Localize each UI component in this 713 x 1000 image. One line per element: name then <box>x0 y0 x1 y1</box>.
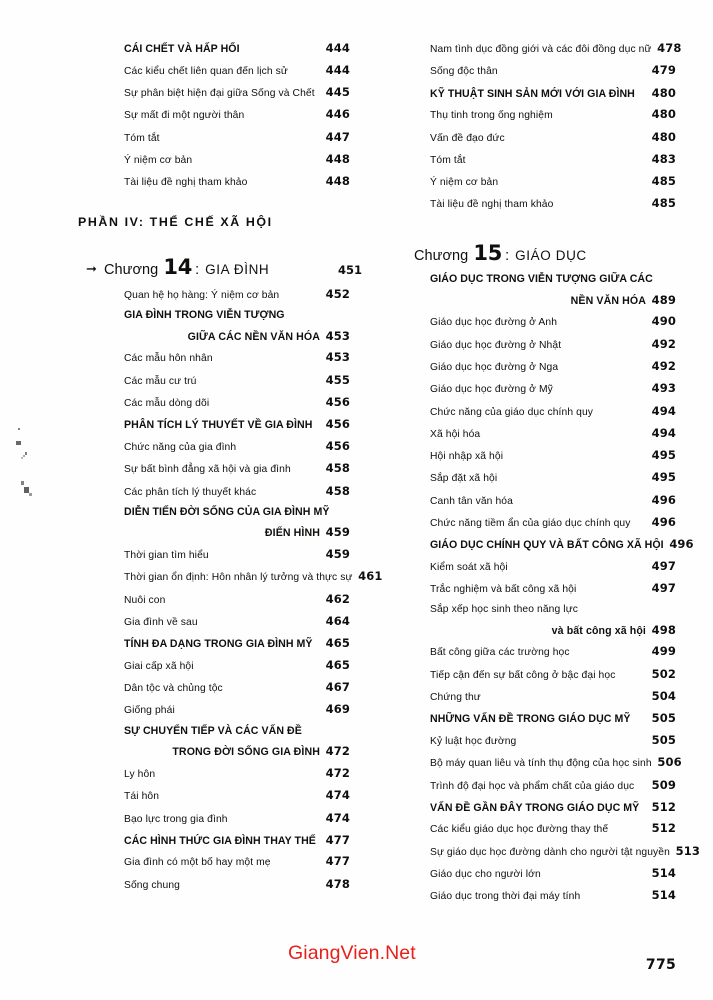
toc-entry[interactable] <box>404 382 676 396</box>
toc-entry-title: Tài liệu đề nghị tham khảo <box>124 177 248 189</box>
toc-entry-title: và bất công xã hội <box>551 624 646 637</box>
toc-entry-title: Giáo dục học đường ở Anh <box>430 317 558 329</box>
toc-entry-page-number: 458 <box>325 461 350 476</box>
chapter-name: GIÁO DỤC <box>515 248 587 264</box>
toc-entry-title: Canh tân văn hóa <box>430 495 513 507</box>
toc-entry-page-number: 490 <box>651 314 676 329</box>
toc-entry-title: Tóm tắt <box>124 132 160 144</box>
toc-entry-page-number: 456 <box>325 395 350 409</box>
toc-entry-page-number: 480 <box>651 129 676 144</box>
toc-entry-page-number: 453 <box>325 350 350 365</box>
toc-column-right <box>404 41 700 912</box>
toc-entry[interactable] <box>74 175 350 189</box>
toc-entry-title: Bất công giữa các trường học <box>430 647 570 659</box>
toc-entry-title: Trắc nghiệm và bất công xã hội <box>430 584 577 596</box>
scan-speckle <box>25 452 27 455</box>
toc-entry-title: CÁC HÌNH THỨC GIA ĐÌNH THAY THẾ <box>124 834 316 847</box>
toc-entry[interactable] <box>404 668 676 682</box>
toc-entry[interactable] <box>74 681 350 695</box>
toc-entry-page-number: 479 <box>651 63 676 78</box>
toc-group-continued-chapter <box>74 42 350 189</box>
toc-entry-title: Bộ máy quan liêu và tính thụ động của học sinh <box>430 758 652 770</box>
toc-entry-title: Tài liệu đề nghị tham khảo <box>430 199 554 211</box>
toc-entry-page-number: 502 <box>651 666 676 681</box>
toc-entry-title: Sự phân biệt hiện đại giữa Sống và Chết <box>124 87 315 99</box>
toc-entry-page-number: 499 <box>651 644 676 659</box>
scan-speckle <box>29 493 32 496</box>
toc-entry-title: DIỄN TIẾN ĐỜI SỐNG CỦA GIA ĐÌNH MỸ <box>124 505 330 518</box>
toc-entry[interactable] <box>74 440 350 454</box>
toc-entry-title: GIA ĐÌNH TRONG VIỄN TƯỢNG <box>124 309 285 322</box>
toc-entry-page-number: 492 <box>651 336 676 351</box>
toc-entry-page-number: 477 <box>325 832 350 847</box>
toc-entry-title: Giáo dục học đường ở Mỹ <box>430 384 553 396</box>
toc-entry-title: Giáo dục trong thời đại máy tính <box>430 891 581 903</box>
toc-entry[interactable] <box>404 889 676 903</box>
toc-entry-page-number: 497 <box>651 558 676 573</box>
toc-entry-title: Sống độc thân <box>430 66 498 78</box>
toc-entry-page-number: 474 <box>325 788 350 803</box>
toc-entry-page-number: 444 <box>325 41 350 55</box>
toc-entry[interactable] <box>404 405 676 419</box>
toc-entry[interactable] <box>404 197 676 211</box>
toc-entry[interactable] <box>74 131 350 145</box>
toc-entry-title: Ý niệm cơ bản <box>124 154 193 166</box>
toc-entry-title: Thời gian tìm hiểu <box>124 550 209 562</box>
toc-entry[interactable] <box>74 548 350 562</box>
toc-group-continued-chapter-14 <box>404 41 682 211</box>
toc-entry[interactable] <box>404 108 676 122</box>
toc-entry-title: NỀN VĂN HÓA <box>570 294 646 307</box>
toc-entry-page-number: 480 <box>651 107 676 122</box>
toc-entry-title: TÍNH ĐA DẠNG TRONG GIA ĐÌNH MỸ <box>124 638 313 651</box>
toc-entry-title: Ly hôn <box>124 768 156 780</box>
toc-entry[interactable] <box>404 624 676 637</box>
toc-entry-title: Gia đình về sau <box>124 616 198 628</box>
toc-entry-title: Chức năng tiềm ẩn của giáo dục chính quy <box>430 518 631 530</box>
toc-entry[interactable] <box>404 274 676 285</box>
toc-entry[interactable] <box>74 703 350 717</box>
toc-entry[interactable] <box>404 449 676 463</box>
toc-entry-title: Giống phái <box>124 705 175 717</box>
toc-entry-title: Các kiểu giáo dục học đường thay thế <box>430 824 609 836</box>
arrow-marker-icon: ➞ <box>86 260 97 276</box>
toc-entry-title: NHỮNG VẤN ĐỀ TRONG GIÁO DỤC MỸ <box>430 713 631 726</box>
toc-entry-title: Giai cấp xã hội <box>124 660 194 672</box>
toc-entry-title: Hội nhập xã hội <box>430 451 504 463</box>
toc-entry[interactable] <box>74 593 350 607</box>
toc-entry-title: Bạo lực trong gia đình <box>124 813 228 825</box>
toc-entry[interactable] <box>74 659 350 673</box>
toc-entry-page-number: 480 <box>651 85 676 100</box>
toc-entry-title: GIỮA CÁC NỀN VĂN HÓA <box>187 330 320 343</box>
toc-entry-page-number: 494 <box>651 403 676 418</box>
toc-entry-title: Giáo dục học đường ở Nga <box>430 362 559 373</box>
toc-entry-title: Thụ tinh trong ống nghiệm <box>430 110 553 122</box>
toc-entry[interactable] <box>74 878 350 892</box>
toc-entry-page-number: 458 <box>325 483 350 498</box>
scan-speckle <box>21 457 23 459</box>
scan-speckle <box>21 481 24 485</box>
toc-entry-page-number: 477 <box>325 854 350 869</box>
toc-entry[interactable] <box>404 471 676 485</box>
toc-entry-title: Chứng thư <box>430 692 481 704</box>
toc-group-chapter-14 <box>74 286 383 892</box>
toc-entry-page-number: 504 <box>651 689 676 704</box>
toc-entry-title: Các mẫu hôn nhân <box>124 353 213 365</box>
toc-entry-page-number: 478 <box>657 41 682 55</box>
toc-entry[interactable] <box>404 360 676 374</box>
toc-entry-page-number: 452 <box>325 286 350 301</box>
toc-entry-title: Ý niệm cơ bản <box>430 177 499 189</box>
toc-entry[interactable] <box>404 338 676 352</box>
toc-entry-title: ĐIỂN HÌNH <box>264 527 320 540</box>
toc-entry[interactable] <box>404 645 676 659</box>
site-watermark: GiangVien.Net <box>288 942 416 964</box>
toc-entry-page-number: 514 <box>651 888 676 903</box>
toc-entry-page-number: 456 <box>325 417 350 432</box>
toc-entry-page-number: 464 <box>325 613 350 628</box>
toc-entry-title: Xã hội hóa <box>430 428 481 440</box>
toc-entry[interactable] <box>404 537 694 552</box>
toc-entry[interactable] <box>74 288 350 302</box>
toc-entry-page-number: 514 <box>651 866 676 881</box>
toc-entry[interactable] <box>74 330 350 343</box>
toc-entry[interactable] <box>74 834 350 847</box>
toc-entry[interactable] <box>74 767 350 781</box>
toc-entry[interactable] <box>404 427 676 441</box>
chapter-entry-14[interactable] <box>74 255 362 279</box>
toc-entry-title: Chức năng của gia đình <box>124 441 237 453</box>
chapter-14-title <box>86 255 332 279</box>
toc-entry[interactable] <box>404 801 676 814</box>
part-heading: PHẦN IV: THỂ CHẾ XÃ HỘI <box>78 214 273 229</box>
toc-entry-title: Vấn đề đạo đức <box>430 132 505 144</box>
toc-entry[interactable] <box>74 637 350 650</box>
toc-entry-page-number: 456 <box>325 438 350 453</box>
toc-entry[interactable] <box>404 315 676 329</box>
toc-entry-title: TRONG ĐỜI SỐNG GIA ĐÌNH <box>172 746 320 759</box>
toc-entry-page-number: 512 <box>651 821 676 836</box>
scan-speckle <box>23 455 25 457</box>
toc-entry[interactable] <box>404 755 682 770</box>
toc-group-chapter-15 <box>404 273 700 903</box>
chapter-word: Chương <box>104 261 159 278</box>
toc-entry[interactable] <box>404 175 676 189</box>
toc-entry-page-number: 459 <box>325 547 350 562</box>
chapter-word: Chương <box>414 248 469 265</box>
toc-entry-page-number: 495 <box>651 470 676 485</box>
toc-entry[interactable] <box>74 64 350 78</box>
chapter-name: GIA ĐÌNH <box>205 261 270 277</box>
toc-entry-page-number: 444 <box>325 62 350 77</box>
toc-entry-title: GIÁO DỤC TRONG VIỄN TƯỢNG GIỮA CÁC <box>430 273 653 286</box>
toc-entry-page-number: 506 <box>657 755 682 770</box>
toc-entry[interactable] <box>404 41 682 56</box>
toc-entry[interactable] <box>74 310 350 321</box>
toc-entry-page-number: 496 <box>651 515 676 530</box>
toc-entry-page-number: 483 <box>651 151 676 166</box>
toc-entry[interactable] <box>74 507 350 518</box>
chapter-colon: : <box>195 261 200 278</box>
toc-entry[interactable] <box>74 153 350 167</box>
toc-entry-page-number: 485 <box>651 174 676 189</box>
toc-entry-title: VẤN ĐỀ GẦN ĐÂY TRONG GIÁO DỤC MỸ <box>430 801 640 814</box>
toc-entry[interactable] <box>74 526 350 539</box>
toc-entry[interactable] <box>74 745 350 758</box>
toc-entry-title: SỰ CHUYỂN TIẾP VÀ CÁC VẤN ĐỀ <box>124 724 302 737</box>
toc-entry-title: Quan hệ họ hàng: Ý niệm cơ bản <box>124 289 280 301</box>
page-folio-number: 775 <box>645 957 676 973</box>
toc-entry[interactable] <box>404 779 676 793</box>
toc-entry-page-number: 447 <box>325 129 350 144</box>
toc-entry-title: Các mẫu cư trú <box>124 375 197 387</box>
toc-entry-title: Các phân tích lý thuyết khác <box>124 486 257 498</box>
toc-entry[interactable] <box>74 108 350 122</box>
toc-entry-title: Các kiểu chết liên quan đến lịch sử <box>124 65 288 77</box>
toc-entry[interactable] <box>74 86 350 100</box>
toc-entry-title: Các mẫu dòng dõi <box>124 398 210 409</box>
toc-entry-title: CÁI CHẾT VÀ HẤP HỐI <box>124 43 240 55</box>
toc-entry[interactable] <box>404 87 676 100</box>
toc-entry-page-number: 496 <box>669 537 694 552</box>
toc-entry-title: Gia đình có một bố hay một mẹ <box>124 857 271 869</box>
toc-entry[interactable] <box>404 822 676 836</box>
toc-column-left <box>74 41 383 900</box>
toc-entry-title: Sắp xếp học sinh theo năng lực <box>430 603 578 615</box>
toc-entry[interactable] <box>74 462 350 476</box>
toc-entry-page-number: 496 <box>651 492 676 507</box>
toc-entry[interactable] <box>74 789 350 803</box>
toc-entry-page-number: 448 <box>325 151 350 166</box>
toc-entry[interactable] <box>74 418 350 431</box>
toc-entry-title: Nam tình dục đồng giới và các đôi đồng dục nữ <box>430 44 652 55</box>
toc-entry-page-number: 509 <box>651 777 676 792</box>
chapter-page-number: 451 <box>337 262 362 277</box>
toc-entry-page-number: 465 <box>325 657 350 672</box>
toc-entry[interactable] <box>74 374 350 388</box>
toc-entry-title: Thời gian ổn định: Hôn nhân lý tưởng và thực sự <box>124 572 353 584</box>
scan-speckle <box>16 441 21 445</box>
toc-entry[interactable] <box>74 726 350 737</box>
toc-entry-title: GIÁO DỤC CHÍNH QUY VÀ BẤT CÔNG XÃ HỘI <box>430 539 664 552</box>
toc-entry-title: Sự giáo dục học đường dành cho người tật nguyền <box>430 846 670 858</box>
toc-entry-title: Kỷ luật học đường <box>430 735 517 747</box>
scan-speckle <box>18 428 20 430</box>
toc-entry[interactable] <box>404 712 676 725</box>
toc-entry-page-number: 472 <box>325 744 350 759</box>
toc-entry-title: Sắp đặt xã hội <box>430 473 498 485</box>
toc-entry-page-number: 462 <box>325 591 350 606</box>
toc-entry-title: Nuôi con <box>124 594 166 606</box>
toc-entry[interactable] <box>404 690 676 704</box>
toc-entry-title: Dân tộc và chủng tộc <box>124 683 223 695</box>
toc-entry-page-number: 461 <box>358 569 383 584</box>
toc-entry[interactable] <box>404 605 676 616</box>
toc-entry-title: Chức năng của giáo dục chính quy <box>430 406 594 418</box>
toc-entry[interactable] <box>74 812 350 826</box>
toc-entry[interactable] <box>74 42 350 55</box>
toc-entry[interactable] <box>404 64 676 78</box>
toc-entry-page-number: 469 <box>325 702 350 717</box>
toc-entry-title: PHÂN TÍCH LÝ THUYẾT VỀ GIA ĐÌNH <box>124 419 313 432</box>
toc-entry-page-number: 512 <box>651 799 676 814</box>
toc-entry[interactable] <box>404 867 676 881</box>
toc-entry-title: KỸ THUẬT SINH SẢN MỚI VỚI GIA ĐÌNH <box>430 87 635 100</box>
toc-entry-title: Sự bất bình đẳng xã hội và gia đình <box>124 464 291 476</box>
toc-entry-title: Sống chung <box>124 879 180 891</box>
toc-entry-page-number: 445 <box>325 84 350 99</box>
toc-entry[interactable] <box>404 560 676 574</box>
toc-entry-title: Giáo dục cho người lớn <box>430 869 541 881</box>
chapter-number: 15 <box>473 241 503 266</box>
toc-entry-page-number: 478 <box>325 876 350 891</box>
toc-entry-page-number: 467 <box>325 680 350 695</box>
toc-entry[interactable] <box>404 516 676 530</box>
toc-entry[interactable] <box>74 396 350 410</box>
toc-entry-page-number: 485 <box>651 196 676 211</box>
toc-entry-page-number: 497 <box>651 581 676 596</box>
chapter-number: 14 <box>163 254 193 279</box>
toc-entry-page-number: 446 <box>325 107 350 122</box>
toc-entry-page-number: 492 <box>651 359 676 373</box>
toc-entry-title: Tóm tắt <box>430 154 466 166</box>
toc-entry-page-number: 489 <box>651 292 676 307</box>
toc-entry[interactable] <box>74 485 350 499</box>
toc-entry[interactable] <box>404 153 676 167</box>
toc-entry-title: Giáo dục học đường ở Nhật <box>430 339 562 351</box>
toc-entry-title: Tái hôn <box>124 791 160 803</box>
toc-entry-page-number: 474 <box>325 810 350 825</box>
toc-entry-page-number: 493 <box>651 381 676 396</box>
toc-entry-title: Tiếp cận đến sự bất công ở bậc đại học <box>430 669 616 681</box>
toc-entry-page-number: 472 <box>325 765 350 780</box>
toc-entry-page-number: 459 <box>325 525 350 540</box>
chapter-15-title <box>410 241 652 265</box>
chapter-entry-15[interactable] <box>404 241 682 265</box>
toc-entry-page-number: 498 <box>651 622 676 637</box>
toc-entry-page-number: 453 <box>325 328 350 343</box>
chapter-colon: : <box>505 248 510 265</box>
toc-entry-title: Sự mất đi một người thân <box>124 110 245 122</box>
toc-entry-page-number: 505 <box>651 711 676 726</box>
toc-entry[interactable] <box>404 582 676 596</box>
toc-entry[interactable] <box>74 351 350 365</box>
toc-entry-page-number: 448 <box>325 174 350 189</box>
toc-entry[interactable] <box>404 131 676 145</box>
toc-entry-page-number: 465 <box>325 636 350 651</box>
toc-entry[interactable] <box>74 615 350 629</box>
toc-entry-page-number: 513 <box>675 843 700 858</box>
toc-entry[interactable] <box>74 855 350 869</box>
toc-entry[interactable] <box>404 494 676 508</box>
toc-entry[interactable] <box>74 569 383 584</box>
toc-entry[interactable] <box>404 843 700 859</box>
toc-entry-title: Trình độ đại học và phẩm chất của giáo dục <box>430 780 635 792</box>
toc-entry[interactable] <box>404 734 676 748</box>
toc-entry-page-number: 495 <box>651 448 676 463</box>
toc-entry-title: Kiểm soát xã hội <box>430 561 508 573</box>
toc-entry-page-number: 505 <box>651 732 676 747</box>
toc-entry[interactable] <box>404 294 676 307</box>
toc-entry-page-number: 455 <box>325 372 350 387</box>
toc-entry-page-number: 494 <box>651 425 676 440</box>
